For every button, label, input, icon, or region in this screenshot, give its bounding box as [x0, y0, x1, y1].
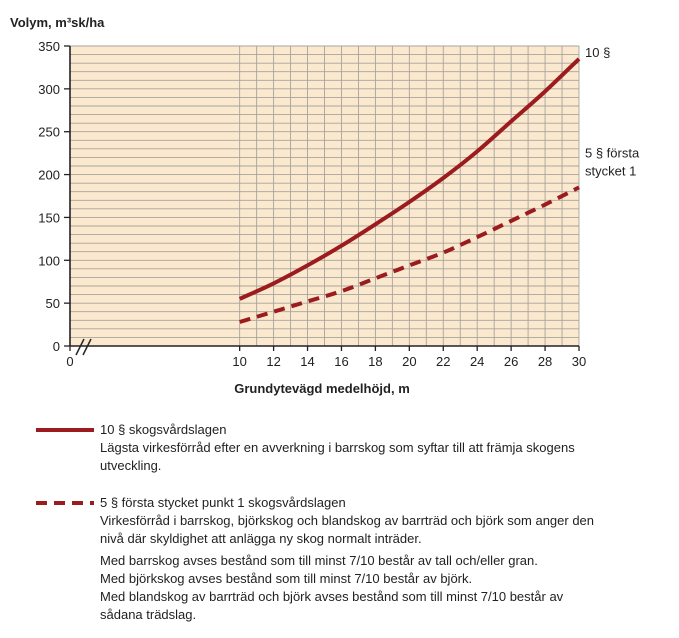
x-tick-label: 20: [402, 354, 417, 369]
x-tick-label: 14: [300, 354, 315, 369]
series-label-line: 10 §: [585, 44, 611, 60]
solid-line-swatch: [36, 421, 94, 439]
note-line-3: Med blandskog av barrträd och björk avses bestånd som till minst 7/10 består av: [100, 589, 564, 604]
x-tick-label: 22: [436, 354, 451, 369]
series-label-line: stycket 1: [585, 163, 637, 179]
y-tick-label: 0: [52, 339, 60, 354]
x-axis-title: Grundytevägd medelhöjd, m: [234, 381, 410, 396]
y-tick-label: 50: [45, 296, 60, 312]
y-tick-label: 100: [38, 253, 60, 269]
series-label: [585, 145, 640, 178]
legend-solid-line-1: Lägsta virkesförråd efter en avverkning i barrskog som syftar till att främja skogens: [100, 440, 575, 455]
x-tick-label: 16: [334, 354, 349, 369]
x-tick-label: 24: [469, 354, 485, 369]
x-tick-label: 28: [537, 354, 553, 369]
y-axis-title: Volym, m³sk/ha: [10, 15, 105, 30]
series-label: [585, 45, 610, 60]
y-tick-label: 200: [38, 167, 60, 183]
x-tick-label: 18: [368, 354, 383, 369]
legend-dashed: [36, 494, 669, 624]
y-tick-label: 350: [38, 39, 60, 54]
legend-dashed-line-1: Virkesförråd i barrskog, björkskog och blandskog av barrträd och björk som anger den: [100, 513, 595, 528]
legend-solid-title: 10 § skogsvårdslagen: [100, 422, 227, 437]
legend-solid: [36, 421, 669, 475]
y-tick-label: 250: [38, 124, 60, 140]
note-line-2: Med björkskog avses bestånd som till minst 7/10 består av björk.: [100, 571, 473, 586]
y-tick-label: 150: [38, 210, 60, 226]
legend-notes: [36, 552, 669, 624]
y-tick-label: 300: [38, 81, 60, 97]
x-tick-label: 26: [503, 354, 519, 369]
legend-dashed-line-2: nivå där skyldighet att anlägga ny skog normalt inträder.: [100, 531, 422, 546]
note-line-1: Med barrskog avses bestånd som till minst 7/10 består av tall och/eller gran.: [100, 553, 538, 568]
x-tick-label: 30: [571, 354, 587, 369]
plot-area: [38, 39, 640, 369]
x-tick-label: 0: [66, 354, 74, 369]
legend-dashed-title: 5 § första stycket punkt 1 skogsvårdslagen: [100, 495, 346, 510]
series-label-line: 5 § första: [585, 145, 640, 161]
x-tick-label: 12: [266, 354, 281, 369]
x-tick-label: 10: [232, 354, 247, 369]
note-line-4: sådana trädslag.: [100, 607, 197, 622]
dashed-line-swatch: [36, 494, 94, 512]
legend-solid-line-2: utveckling.: [100, 458, 162, 473]
